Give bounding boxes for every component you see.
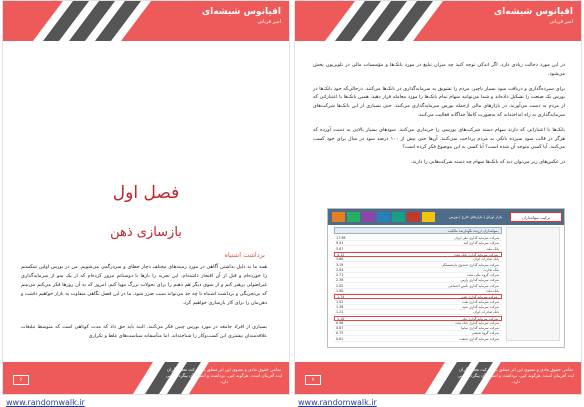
page-header [295, 1, 581, 41]
shareholder-percent: 1.74 [337, 295, 345, 300]
left-page [2, 0, 290, 395]
shareholder-name: شرکت سرمایه گذاری پارس [460, 278, 499, 283]
body-paragraph: بانک‌ها با اعتباراتی که دارند سهام دسته شرکت‌های بورسی را خریداری می‌کنند. سودهای بسیار بالایی به دست آورده که هرگز در قالب سود سپرده بانکی به مردم پرداخت نمی‌کنند. آن‌ها حتی بیش از ۱۰۰ درصد سود در سال برای خود کسب می‌کنند. آیا کسی متوجه آن شده است؟ آیا کسی به این موضوع فکر کرده است؟ [313, 126, 565, 151]
shareholder-name: شرکت سرمایه گذاری تأمین اجتماعی [448, 283, 499, 288]
shareholder-percent: 0.61 [336, 336, 344, 341]
shareholder-name: شرکت سرمایه گذاری صندوق بازنشستگی [441, 262, 499, 267]
shareholder-name: شرکت گروه مالی ملت [467, 273, 499, 278]
side-panel [506, 227, 560, 341]
shareholder-name: شرکت سرمایه گذاری سایپا [461, 326, 499, 331]
table-row [334, 252, 502, 257]
body-paragraph: در این مورد دخالت زیادی دارد. اگر اندکی توجه کنید چه میزان تبلیغ در مورد بانک‌ها و مؤسسات مالی در تلویزیون پخش می‌شود. [313, 62, 565, 77]
shareholder-name: شرکت سرمایه گذاری ملی ایران [454, 236, 499, 240]
shareholder-percent: 2.94 [336, 267, 344, 272]
table-row [334, 278, 502, 283]
body-paragraph: همه ما به دلیل نداشتن آگاهی در مورد زمینه‌های مختلف دچار خطای و سردرگمی می‌شویم. من در بورس اولین شکستم را خورده‌ام و قبل از آن افتخار داشته‌ام. این تجربه را بارها با دوستانم مرور کرده‌ام که از یک سو از سرمایه‌گذاری غیراصولی پرهیز کنم و از سوی دیگر هم ذهنم را برای تحولات بزرگ مهیا کنم. امروز که به آن روزها فکر می‌کنم می‌بینم که بی‌تجربگی و برداشت اشتباه تا چه حد می‌تواند سبب ضرر شود. ما در این فصل نگاهی متفاوت به بازار خواهیم داشت و ذهن‌مان را برای کار بازسازی خواهیم کرد. [21, 264, 267, 306]
tab-label: بازار اوراق | بازارهای خارج | بورس [449, 215, 502, 219]
shareholder-percent: 9.41 [336, 241, 344, 246]
table-row [334, 289, 502, 294]
page-number: ۶ [13, 375, 29, 385]
table-row [334, 326, 502, 331]
brand [202, 7, 281, 26]
right-page [294, 0, 582, 395]
copyright-notice: تمامی حقوق مادی و معنوی این اثر متعلق به شرکت تحلیل گران ایده آفرینان است. هرگونه کپی، برداشت و انتشار آن پیگرد قانونی دارد. [457, 368, 575, 385]
shareholder-name: بانک صادرات ایران [473, 310, 499, 315]
shareholder-percent: 2.05 [336, 283, 344, 288]
shareholder-percent: 1.52 [336, 299, 344, 304]
tab-bar [328, 209, 564, 225]
body-text [313, 61, 565, 167]
copyright-notice: تمامی حقوق مادی و معنوی این اثر متعلق به شرکت تحلیل گران ایده آفرینان است. هرگونه کپی، برداشت و انتشار آن پیگرد قانونی دارد. [165, 368, 283, 385]
table-row [334, 310, 502, 315]
body-paragraph: بسیاری از افراد جامعه در مورد بورس چنین فکر می‌کنند. البته باید حق داد که مدت کوتاهی است که متوسط تبلیغات علاقه‌مندان بیشتری این کسب‌وکار را شناخته‌اند. اما متأسفانه سیاست‌های غلط و تکراری [21, 324, 267, 339]
shareholder-percent: 1.90 [336, 289, 344, 293]
website-link[interactable]: www.randomwalk.ir [6, 398, 85, 407]
shareholder-name: بانک ملت [486, 246, 499, 251]
shareholder-name: شرکت سرمایه گذاری صنعت [459, 336, 499, 341]
tab [362, 212, 375, 222]
shareholders-table [334, 236, 502, 344]
table-row [334, 236, 502, 241]
shareholder-name: شرکت سرمایه گذاری نفت [462, 299, 499, 304]
shareholder-name: شرکت سرمایه گذاری سپه [462, 304, 499, 309]
table-row [334, 294, 502, 299]
shareholder-percent: 5.87 [336, 246, 344, 251]
table-row [334, 300, 502, 305]
website-link[interactable]: www.randomwalk.ir [298, 398, 377, 407]
table-row [334, 284, 502, 289]
shareholder-name: شرکت سرمایه گذاری بانک ملت [454, 252, 498, 257]
tab [347, 212, 360, 222]
tab [422, 212, 435, 222]
chapter-subtitle: بازسازی ذهن [110, 225, 182, 240]
body-paragraph: در عکس‌های زیر می‌توان دید که بانک‌ها سهام چه دسته شرکت‌هایی را دارند. [410, 159, 565, 166]
table-row [334, 337, 502, 342]
page-header [3, 1, 289, 41]
shareholder-percent: 2.38 [336, 278, 344, 283]
section-title: برداشت اشتباه [224, 251, 265, 259]
body-paragraph: برای سپرده‌گذاری و دریافت سود بسیار ناچیز، مردم را تشویق به سرمایه‌گذاری در بانک‌ها می‌کنند. درحالی‌که خود بانک‌ها در بورس یک صنعت را تشکیل داده‌اند و شما می‌توانید سهام تمام بانک‌ها را مورد معامله قرار دهید. همین بانک‌ها با اعتباراتی که از مردم به دست می‌آورند، در بازارهای مالی ازجمله بورس سرمایه‌گذاری می‌کنند. حتی بسیاری از این بانک‌ها شرکت‌های سرمایه‌گذاری به راه انداخته‌اند که به‌صورت کاملاً جداگانه فعالیت می‌کنند. [313, 85, 565, 118]
chapter-title: فصل اول [112, 183, 180, 203]
brand [494, 7, 573, 26]
brand-subtitle: امیر قربانی [257, 19, 281, 25]
shareholders-screenshot [327, 208, 565, 348]
table-row [334, 257, 502, 262]
table-row [334, 263, 502, 268]
shareholder-percent: 1.38 [336, 304, 344, 309]
shareholder-percent: 4.12 [337, 252, 345, 257]
table-row [334, 305, 502, 310]
shareholder-name: بانک صادرات ایران [473, 257, 499, 262]
shareholder-percent: 3.66 [336, 257, 344, 262]
shareholder-name: بانک ملت [486, 289, 499, 293]
shareholder-name: بانک تجارت [483, 267, 499, 272]
shareholder-percent: 3.19 [336, 262, 344, 267]
shareholder-name: شرکت سرمایه گذاری بانک ملت [455, 320, 499, 325]
shareholder-percent: 0.98 [336, 320, 344, 325]
tab-shareholders: ترکیب سهامداران [510, 212, 562, 222]
table-row [334, 316, 502, 321]
shareholder-percent: 17.98 [336, 236, 346, 240]
shareholder-percent: 2.71 [336, 273, 344, 278]
shareholder-percent: 0.75 [336, 331, 344, 336]
brand-subtitle: امیر قربانی [549, 19, 573, 25]
tab [392, 212, 405, 222]
shareholder-percent: 1.10 [337, 316, 345, 321]
shareholder-name: شرکت سرمایه گذاری ملی [461, 316, 498, 321]
page-footer [295, 362, 581, 394]
table-row [334, 268, 502, 273]
shareholder-name: شرکت سرمایه گذاری غدیر [460, 295, 498, 300]
table-row [334, 241, 502, 246]
tab [407, 212, 420, 222]
shareholder-name: شرکت سرمایه گذاری آتیه [463, 241, 499, 246]
table-heading: سهامداران ارزنده نگهدارنده مالکیت [334, 227, 502, 234]
tab [332, 212, 345, 222]
shareholder-percent: 1.21 [336, 310, 344, 315]
page-number: ۷ [305, 375, 321, 385]
table-row [334, 273, 502, 278]
table-row [334, 321, 502, 326]
shareholder-percent: 0.87 [336, 326, 344, 331]
page-footer [3, 362, 289, 394]
table-row [334, 331, 502, 336]
tab [377, 212, 390, 222]
table-row [334, 247, 502, 252]
brand-title: اقیانوس شیشه‌ای [201, 7, 281, 17]
shareholder-name: شرکت گروه صنعتی [471, 331, 499, 336]
brand-title: اقیانوس شیشه‌ای [493, 7, 573, 17]
